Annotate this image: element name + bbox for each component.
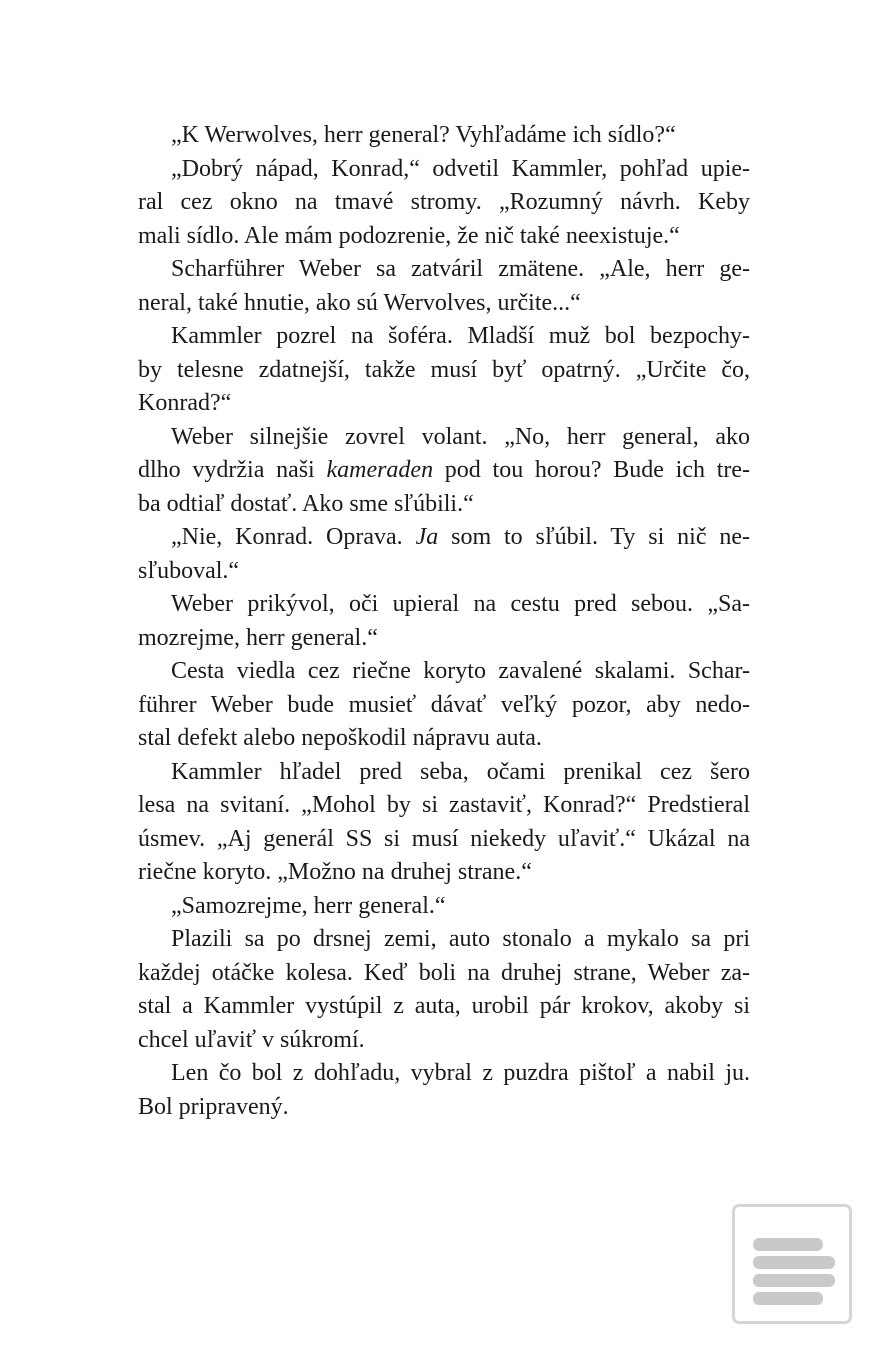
text-line [138, 1091, 750, 1125]
text-run: Weber silnejšie zovrel volant. „No, herr general, ako [171, 423, 750, 450]
text-run: každej otáčke kolesa. Keď boli na druhej strane, Weber za- [138, 959, 750, 986]
book-page-text [138, 119, 750, 1124]
text-line [138, 1057, 750, 1091]
text-line [138, 454, 750, 488]
text-run: mozrejme, herr general.“ [138, 624, 378, 651]
watermark-logo [732, 1204, 852, 1324]
text-run: Weber prikývol, oči upieral na cestu pred sebou. „Sa- [171, 591, 750, 617]
text-line [138, 1024, 750, 1058]
text-line [138, 957, 750, 991]
text-line [138, 421, 750, 455]
text-run: pod tou horou? Bude ich tre- [433, 457, 750, 483]
text-line [138, 756, 750, 790]
text-run: Konrad?“ [138, 390, 232, 416]
text-line [138, 789, 750, 823]
text-run: stal defekt alebo nepoškodil nápravu auta. [138, 725, 542, 751]
text-run: ba odtiaľ dostať. Ako sme sľúbili.“ [138, 490, 474, 517]
text-run: riečne koryto. „Možno na druhej strane.“ [138, 859, 532, 885]
text-line [138, 320, 750, 354]
text-line [138, 655, 750, 689]
text-line [138, 823, 750, 857]
italic-word: Ja [415, 524, 439, 550]
text-line [138, 588, 750, 622]
text-line [138, 555, 750, 589]
text-run: stal a Kammler vystúpil z auta, urobil pár krokov, akoby si [138, 993, 750, 1019]
text-line [138, 923, 750, 957]
text-line [138, 488, 750, 522]
text-line [138, 890, 750, 924]
text-line [138, 253, 750, 287]
text-run: sľuboval.“ [138, 557, 240, 584]
text-line [138, 186, 750, 220]
text-run: Bol pripravený. [138, 1093, 289, 1120]
text-run: Len čo bol z dohľadu, vybral z puzdra pištoľ a nabil ju. [171, 1060, 750, 1086]
text-run: lesa na svitaní. „Mohol by si zastaviť, Konrad?“ Predstieral [138, 792, 750, 818]
text-run: úsmev. „Aj generál SS si musí niekedy uľaviť.“ Ukázal na [138, 825, 750, 852]
text-run: neral, také hnutie, ako sú Wervolves, určite...“ [138, 289, 581, 316]
text-line [138, 622, 750, 656]
text-line [138, 287, 750, 321]
text-line [138, 119, 750, 153]
text-line [138, 387, 750, 421]
text-run: „Dobrý nápad, Konrad,“ odvetil Kammler, pohľad upie- [171, 155, 750, 182]
text-run: Kammler hľadel pred seba, očami prenikal cez šero [171, 758, 750, 785]
text-run: führer Weber bude musieť dávať veľký pozor, aby nedo- [138, 691, 750, 718]
text-line [138, 722, 750, 756]
text-run: „Samozrejme, herr general.“ [171, 892, 446, 919]
text-run: Kammler pozrel na šoféra. Mladší muž bol bezpochy- [171, 323, 750, 349]
text-line [138, 521, 750, 555]
text-run: „K Werwolves, herr general? Vyhľadáme ich sídlo?“ [171, 122, 676, 148]
text-run: by telesne zdatnejší, takže musí byť opatrný. „Určite čo, [138, 356, 750, 383]
text-line [138, 354, 750, 388]
text-run: Scharführer Weber sa zatváril zmätene. „Ale, herr ge- [171, 256, 750, 282]
text-run: dlho vydržia naši [138, 457, 327, 483]
book-stack-icon [735, 1207, 855, 1327]
text-run: mali sídlo. Ale mám podozrenie, že nič také neexistuje.“ [138, 222, 680, 249]
text-run: ral cez okno na tmavé stromy. „Rozumný návrh. Keby [138, 189, 750, 215]
text-run: Plazili sa po drsnej zemi, auto stonalo a mykalo sa pri [171, 926, 750, 952]
italic-word: kameraden [326, 457, 434, 483]
text-run: som to sľúbil. Ty si nič ne- [438, 524, 751, 550]
text-run: chcel uľaviť v súkromí. [138, 1026, 365, 1053]
text-line [138, 153, 750, 187]
text-run: „Nie, Konrad. Oprava. [171, 524, 416, 550]
text-line [138, 689, 750, 723]
text-line [138, 856, 750, 890]
text-run: Cesta viedla cez riečne koryto zavalené skalami. Schar- [171, 658, 750, 684]
text-line [138, 220, 750, 254]
text-line [138, 990, 750, 1024]
